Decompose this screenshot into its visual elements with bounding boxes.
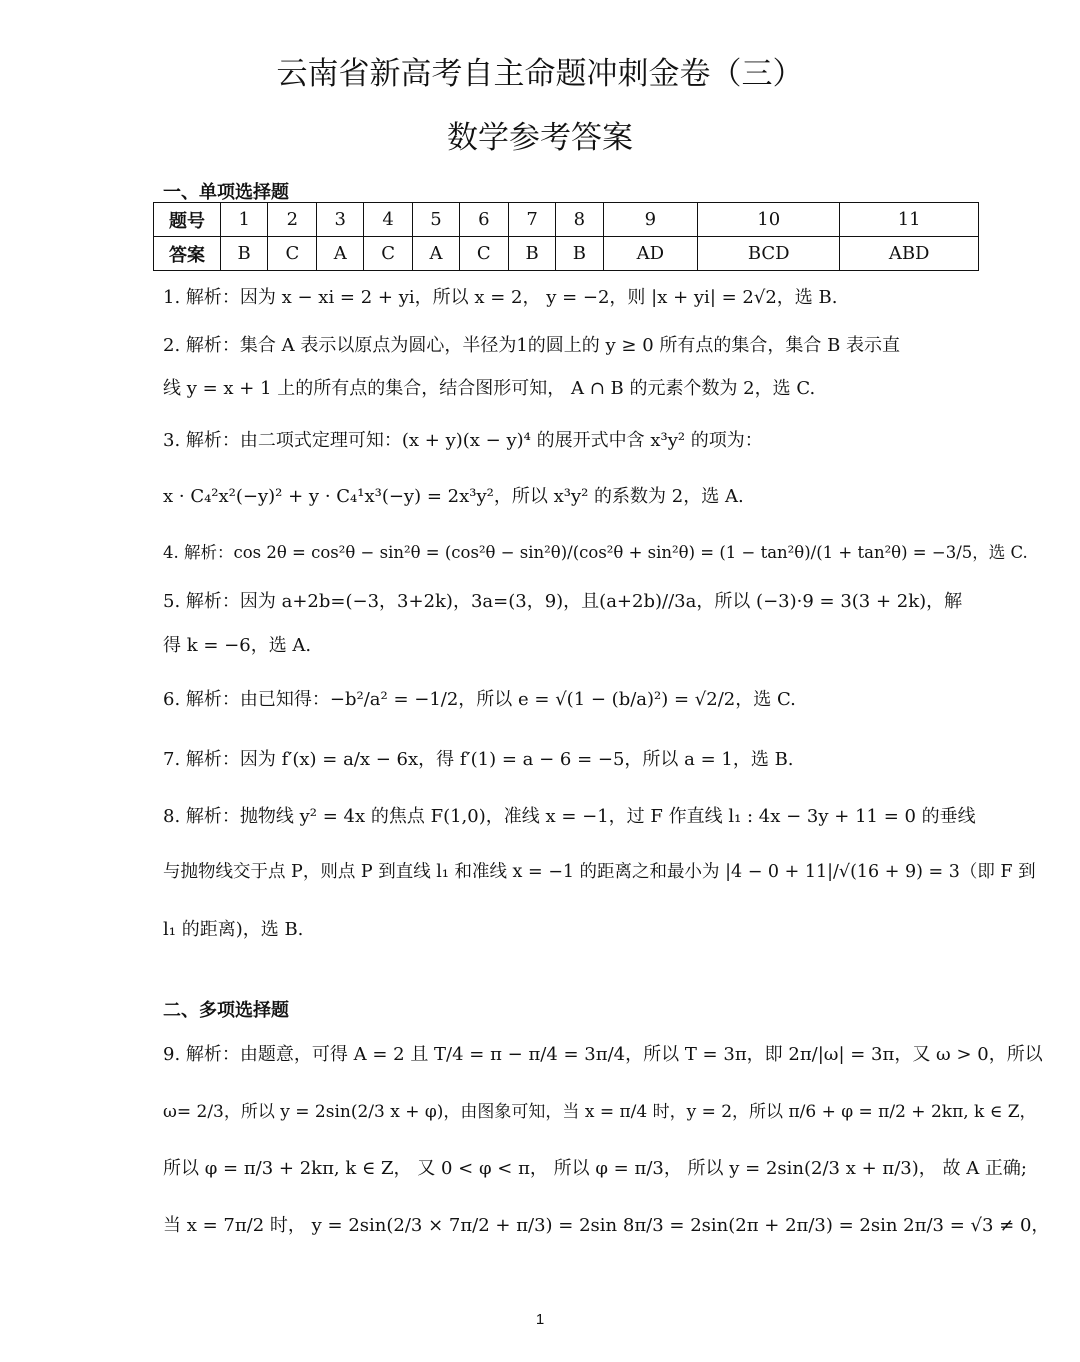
document-subtitle: 数学参考答案 xyxy=(447,120,633,156)
solution-line: x · C₄²x²(−y)² + y · C₄¹x³(−y) = 2x³y²，所以 x³y² 的系数为 2，选 A. xyxy=(163,486,744,507)
document-title: 云南省新高考自主命题冲刺金卷（三） xyxy=(276,56,804,92)
table-cell: C xyxy=(459,237,508,271)
page-number: 1 xyxy=(535,1311,545,1328)
solution-line: 3. 解析：由二项式定理可知：(x + y)(x − y)⁴ 的展开式中含 x³y² 的项为： xyxy=(163,430,763,451)
solution-line: 所以 φ = π/3 + 2kπ, k ∈ Z， 又 0 < φ < π， 所以 φ = π/3， 所以 y = 2sin(2/3 x + π/3)， 故 A 正确; xyxy=(163,1158,1027,1179)
table-cell: ABD xyxy=(840,237,979,271)
table-cell: 1 xyxy=(221,203,268,237)
table-cell: 2 xyxy=(268,203,317,237)
table-row-numbers xyxy=(154,203,979,237)
table-cell: BCD xyxy=(698,237,840,271)
table-cell: B xyxy=(508,237,555,271)
solution-line: 4. 解析：cos 2θ = cos²θ − sin²θ = (cos²θ − sin²θ)/(cos²θ + sin²θ) = (1 − tan²θ)/(1 + tan²θ) = −3/5，选 C. xyxy=(163,543,1028,562)
table-row-answers xyxy=(154,237,979,271)
table-cell: 4 xyxy=(364,203,413,237)
solution-line: 2. 解析：集合 A 表示以原点为圆心，半径为1的圆上的 y ≥ 0 所有点的集合，集合 B 表示直 xyxy=(163,335,901,356)
table-cell: B xyxy=(556,237,603,271)
table-cell: 6 xyxy=(459,203,508,237)
table-cell: 9 xyxy=(603,203,698,237)
solution-line: 5. 解析：因为 a+2b=(−3，3+2k)，3a=(3，9)，且(a+2b)//3a，所以 (−3)·9 = 3(3 + 2k)，解 xyxy=(163,591,963,612)
table-cell: 10 xyxy=(698,203,840,237)
solution-line: l₁ 的距离)，选 B. xyxy=(163,919,304,940)
solution-line: 1. 解析：因为 x − xi = 2 + yi，所以 x = 2， y = −2，则 |x + yi| = 2√2，选 B. xyxy=(163,287,838,308)
table-cell: A xyxy=(317,237,364,271)
table-cell: C xyxy=(364,237,413,271)
solution-line: 9. 解析：由题意，可得 A = 2 且 T/4 = π − π/4 = 3π/4，所以 T = 3π，即 2π/|ω| = 3π，又 ω > 0，所以 xyxy=(163,1044,1043,1065)
solution-line: 6. 解析：由已知得：−b²/a² = −1/2，所以 e = √(1 − (b/a)²) = √2/2，选 C. xyxy=(163,689,796,710)
table-cell: 3 xyxy=(317,203,364,237)
table-cell: C xyxy=(268,237,317,271)
table-cell: A xyxy=(413,237,460,271)
table-cell: 5 xyxy=(413,203,460,237)
table-cell: 7 xyxy=(508,203,555,237)
section-heading-single-choice: 一、单项选择题 xyxy=(163,182,289,203)
solution-line: 7. 解析：因为 f′(x) = a/x − 6x，得 f′(1) = a − 6 = −5，所以 a = 1，选 B. xyxy=(163,749,794,770)
answer-table xyxy=(153,202,979,271)
table-header-cell: 答案 xyxy=(154,237,221,271)
table-cell: 11 xyxy=(840,203,979,237)
solution-line: 得 k = −6，选 A. xyxy=(163,635,312,656)
solution-line: ω= 2/3，所以 y = 2sin(2/3 x + φ)，由图象可知，当 x = π/4 时，y = 2，所以 π/6 + φ = π/2 + 2kπ, k ∈ Z， xyxy=(163,1102,1037,1122)
table-cell: B xyxy=(221,237,268,271)
table-cell: 8 xyxy=(556,203,603,237)
solution-line: 当 x = 7π/2 时， y = 2sin(2/3 × 7π/2 + π/3) = 2sin 8π/3 = 2sin(2π + 2π/3) = 2sin 2π/3 = √3 ≠ 0， xyxy=(163,1215,1050,1236)
section-heading-multi-choice: 二、多项选择题 xyxy=(163,1000,289,1021)
solution-line: 8. 解析：抛物线 y² = 4x 的焦点 F(1,0)，准线 x = −1，过 F 作直线 l₁ : 4x − 3y + 11 = 0 的垂线 xyxy=(163,806,976,827)
table-header-cell: 题号 xyxy=(154,203,221,237)
table-cell: AD xyxy=(603,237,698,271)
solution-line: 与抛物线交于点 P，则点 P 到直线 l₁ 和准线 x = −1 的距离之和最小为 |4 − 0 + 11|/√(16 + 9) = 3（即 F 到 xyxy=(163,862,1036,882)
solution-line: 线 y = x + 1 上的所有点的集合，结合图形可知， A ∩ B 的元素个数为 2，选 C. xyxy=(163,378,816,399)
